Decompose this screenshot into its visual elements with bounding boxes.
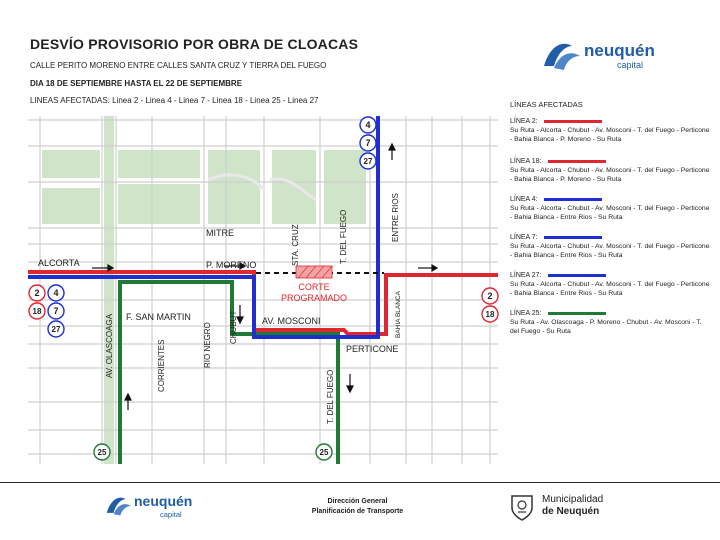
footer-logo-wordmark: neuquén xyxy=(134,493,193,509)
street-label-mitre: MITRE xyxy=(206,228,234,238)
corte-label-line1: CORTE xyxy=(298,282,330,292)
legend-item-desc: Su Ruta - Alcorta - Chubut - Av. Mosconi - T. del Fuego - Perticone - Bahia Blanca - Entre Rios - Su Ruta xyxy=(510,281,710,297)
legend-swatch-blue xyxy=(548,274,606,277)
legend-item-name: LÍNEA 7: xyxy=(510,234,538,241)
logo-subtext: capital xyxy=(617,60,644,70)
street-label-av-mosconi: AV. MOSCONI xyxy=(262,316,321,326)
legend-item-linea-7 xyxy=(510,234,710,260)
street-label-entre-rios: ENTRE RIOS xyxy=(391,193,400,242)
legend-item-name: LÍNEA 18: xyxy=(510,158,542,165)
neuquen-logo-icon xyxy=(104,491,134,521)
street-label-corrientes: CORRIENTES xyxy=(157,339,166,392)
badge-top-4: 4 xyxy=(365,120,371,130)
badge-left-7: 7 xyxy=(53,306,59,316)
legend-item-linea-18 xyxy=(510,158,710,184)
lines-affected-summary: LINEAS AFECTADAS: Linea 2 - Linea 4 - Linea 7 - Linea 18 - Linea 25 - Linea 27 xyxy=(30,96,319,105)
corte-hatch xyxy=(296,266,332,278)
badge-right-18: 18 xyxy=(485,310,495,319)
badge-right-2: 2 xyxy=(487,291,493,301)
footer-neuquen-logo xyxy=(104,491,214,523)
badge-bottom-25-left: 25 xyxy=(97,448,107,457)
badge-top-7: 7 xyxy=(365,138,371,148)
legend-item-name: LÍNEA 2: xyxy=(510,118,538,125)
street-label-av-olascoaga: AV. OLASCOAGA xyxy=(105,313,114,378)
page-title: DESVÍO PROVISORIO POR OBRA DE CLOACAS xyxy=(30,36,359,52)
badge-bottom-25-right: 25 xyxy=(319,448,329,457)
coat-of-arms-icon xyxy=(508,492,536,522)
legend-item-linea-27 xyxy=(510,272,710,298)
street-label-p-moreno: P. MORENO xyxy=(206,260,257,270)
date-range: DIA 18 DE SEPTIEMBRE HASTA EL 22 DE SEPTIEMBRE xyxy=(30,79,243,88)
footer-direccion-line2: Planificación de Transporte xyxy=(311,508,404,515)
street-label-alcorta: ALCORTA xyxy=(38,258,80,268)
street-label-f-san-martin: F. SAN MARTIN xyxy=(126,312,191,322)
legend-item-desc: Su Ruta - Av. Olascoaga - P. Moreno - Chubut - Av. Mosconi - T. del Fuego - Su Ruta xyxy=(510,319,702,335)
legend-swatch-blue xyxy=(544,198,602,201)
badge-left-2: 2 xyxy=(34,288,40,298)
badge-left-4: 4 xyxy=(53,288,59,298)
legend-item-desc: Su Ruta - Alcorta - Chubut - Av. Mosconi - T. del Fuego - Perticone - Bahia Blanca - Entre Rios - Su Ruta xyxy=(510,205,710,221)
street-label-t-del-fuego-south: T. DEL FUEGO xyxy=(326,369,335,424)
legend-item-linea-2 xyxy=(510,118,710,144)
legend-swatch-green xyxy=(548,312,606,315)
street-label-chubut: CHUBUT xyxy=(229,310,238,344)
street-label-perticone: PERTICONE xyxy=(346,344,399,354)
corte-label-line2: PROGRAMADO xyxy=(280,293,348,303)
muni-line1: Municipalidad xyxy=(542,494,604,505)
footer-divider xyxy=(0,482,720,483)
badge-left-18: 18 xyxy=(32,307,42,316)
legend-item-linea-4 xyxy=(510,196,710,222)
legend-item-name: LÍNEA 25: xyxy=(510,310,542,317)
footer-direccion-line1: Dirección General xyxy=(327,498,388,505)
legend-item-desc: Su Ruta - Alcorta - Chubut - Av. Mosconi - T. del Fuego - Perticone - Bahia Blanca - Entre Rios - Su Ruta xyxy=(510,243,710,259)
footer-direccion xyxy=(290,497,425,517)
legend-heading: LÍNEAS AFECTADAS xyxy=(510,100,583,109)
logo-wordmark: neuquén xyxy=(584,41,655,60)
street-label-sta-cruz: STA. CRUZ xyxy=(291,224,300,266)
legend-item-desc: Su Ruta - Alcorta - Chubut - Av. Mosconi - T. del Fuego - Perticone - Bahia Blanca - P. Moreno - Su Ruta xyxy=(510,167,710,183)
street-label-bahia-blanca: BAHIA BLANCA xyxy=(395,291,402,338)
page-subtitle: CALLE PERITO MORENO ENTRE CALLES SANTA CRUZ Y TIERRA DEL FUEGO xyxy=(30,61,327,70)
badge-left-27: 27 xyxy=(51,325,61,334)
footer-logo-subtext: capital xyxy=(160,510,182,519)
legend-swatch-blue xyxy=(544,236,602,239)
badge-top-27: 27 xyxy=(363,157,373,166)
legend-item-name: LÍNEA 27: xyxy=(510,272,542,279)
legend-swatch-red xyxy=(548,160,606,163)
legend-swatch-red xyxy=(544,120,602,123)
muni-line2: de Neuquén xyxy=(542,506,600,517)
municipalidad-logo xyxy=(508,492,628,524)
legend-item-name: LÍNEA 4: xyxy=(510,196,538,203)
street-label-rio-negro: RIO NEGRO xyxy=(203,322,212,368)
legend-item-linea-25 xyxy=(510,310,710,336)
legend-item-desc: Su Ruta - Alcorta - Chubut - Av. Mosconi - T. del Fuego - Perticone - Bahia Blanca - P. Moreno - Su Ruta xyxy=(510,127,710,143)
street-label-t-del-fuego: T. DEL FUEGO xyxy=(339,209,348,264)
